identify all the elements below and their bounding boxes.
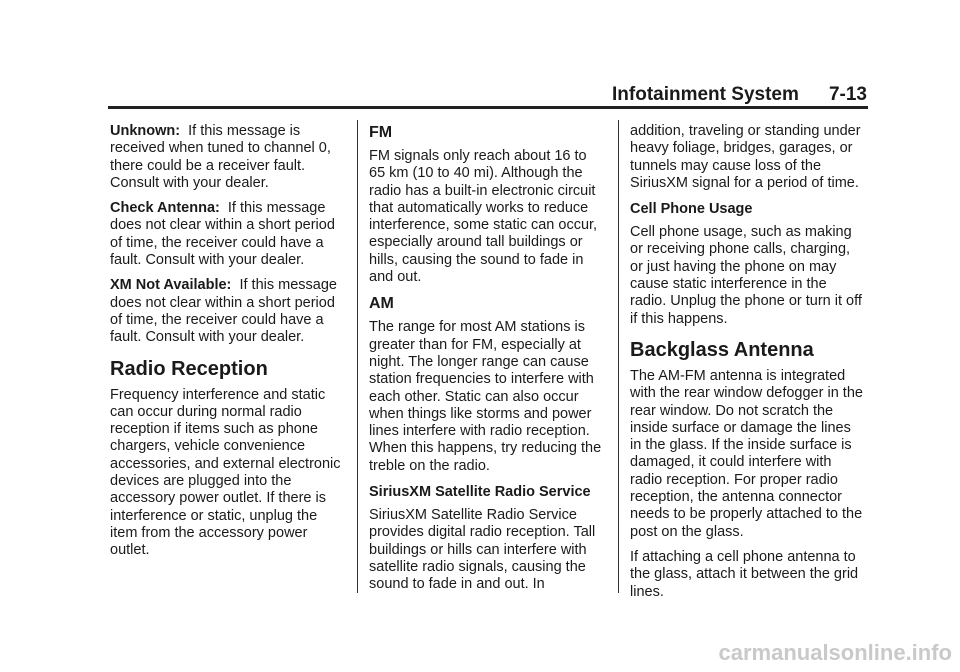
heading-am: AM (369, 295, 394, 313)
column-2 (369, 123, 605, 602)
term: Unknown: (110, 123, 181, 139)
column-divider (357, 120, 358, 593)
definition: If this message does not clear within a short period of time, the receiver could have a fault. Consult with your dealer. (110, 277, 337, 346)
paragraph: SiriusXM Satellite Radio Service provides digital radio reception. Tall buildings or hills can interfere with satellite radio signals, causing the sound to fade in and out. In (369, 507, 596, 593)
header-rule (108, 106, 868, 109)
watermark: carmanualsonline.info (718, 640, 952, 665)
paragraph: Frequency interference and static can occur during normal radio reception if items such as phone chargers, vehicle convenience accessories, and external electronic devices are plugged into the accessory power outlet. If there is interference or static, unplug the item from the accessory power outlet. (110, 386, 341, 559)
heading-radio-reception: Radio Reception (110, 357, 268, 380)
heading-fm: FM (369, 124, 393, 141)
paragraph: Cell phone usage, such as making or receiving phone calls, charging, or just having the phone on may cause static interference in the radio. Unplug the phone or turn it off if this happens. (630, 224, 862, 327)
paragraph (110, 200, 346, 269)
term: Check Antenna: (110, 200, 220, 217)
heading-siriusxm: SiriusXM Satellite Radio Service (369, 484, 591, 501)
paragraph: FM signals only reach about 16 to 65 km (10 to 40 mi). Although the radio has a built-in electronic circuit that automatically works to reduce interference, some static can occur, especially around tall buildings or hills, causing the sound to fade in and out. (369, 148, 598, 286)
section-title: Infotainment System (612, 84, 799, 105)
paragraph (110, 123, 346, 192)
term: XM Not Available: (110, 277, 232, 294)
column-3 (630, 123, 866, 609)
column-divider (618, 120, 619, 593)
page-number: 7-13 (828, 84, 867, 105)
definition: If this message is received when tuned to channel 0, there could be a receiver fault. Consult with your dealer. (110, 123, 331, 191)
page-header (612, 84, 867, 106)
column-1 (110, 123, 346, 568)
paragraph: If attaching a cell phone antenna to the glass, attach it between the grid lines. (630, 548, 859, 600)
paragraph: addition, traveling or standing under heavy foliage, bridges, garages, or tunnels may cause loss of the SiriusXM signal for a period of time. (630, 123, 861, 191)
heading-cell-phone-usage: Cell Phone Usage (630, 201, 753, 218)
definition: If this message does not clear within a short period of time, the receiver could have a fault. Consult with your dealer. (110, 200, 335, 269)
paragraph: The range for most AM stations is greater than for FM, especially at night. The longer range can cause station frequencies to interfere with each other. Static can also occur when things like storms and power lines interfere with radio reception. When this happens, try reducing the treble on the radio. (369, 319, 602, 474)
paragraph: The AM-FM antenna is integrated with the rear window defogger in the rear window. Do not scratch the inside surface or damage the lines in the glass. If the inside surface is damaged, it could interfere with radio reception. For proper radio reception, the antenna connector needs to be properly attached to the post on the glass. (630, 367, 863, 540)
paragraph (110, 277, 346, 346)
heading-backglass-antenna: Backglass Antenna (630, 338, 814, 361)
